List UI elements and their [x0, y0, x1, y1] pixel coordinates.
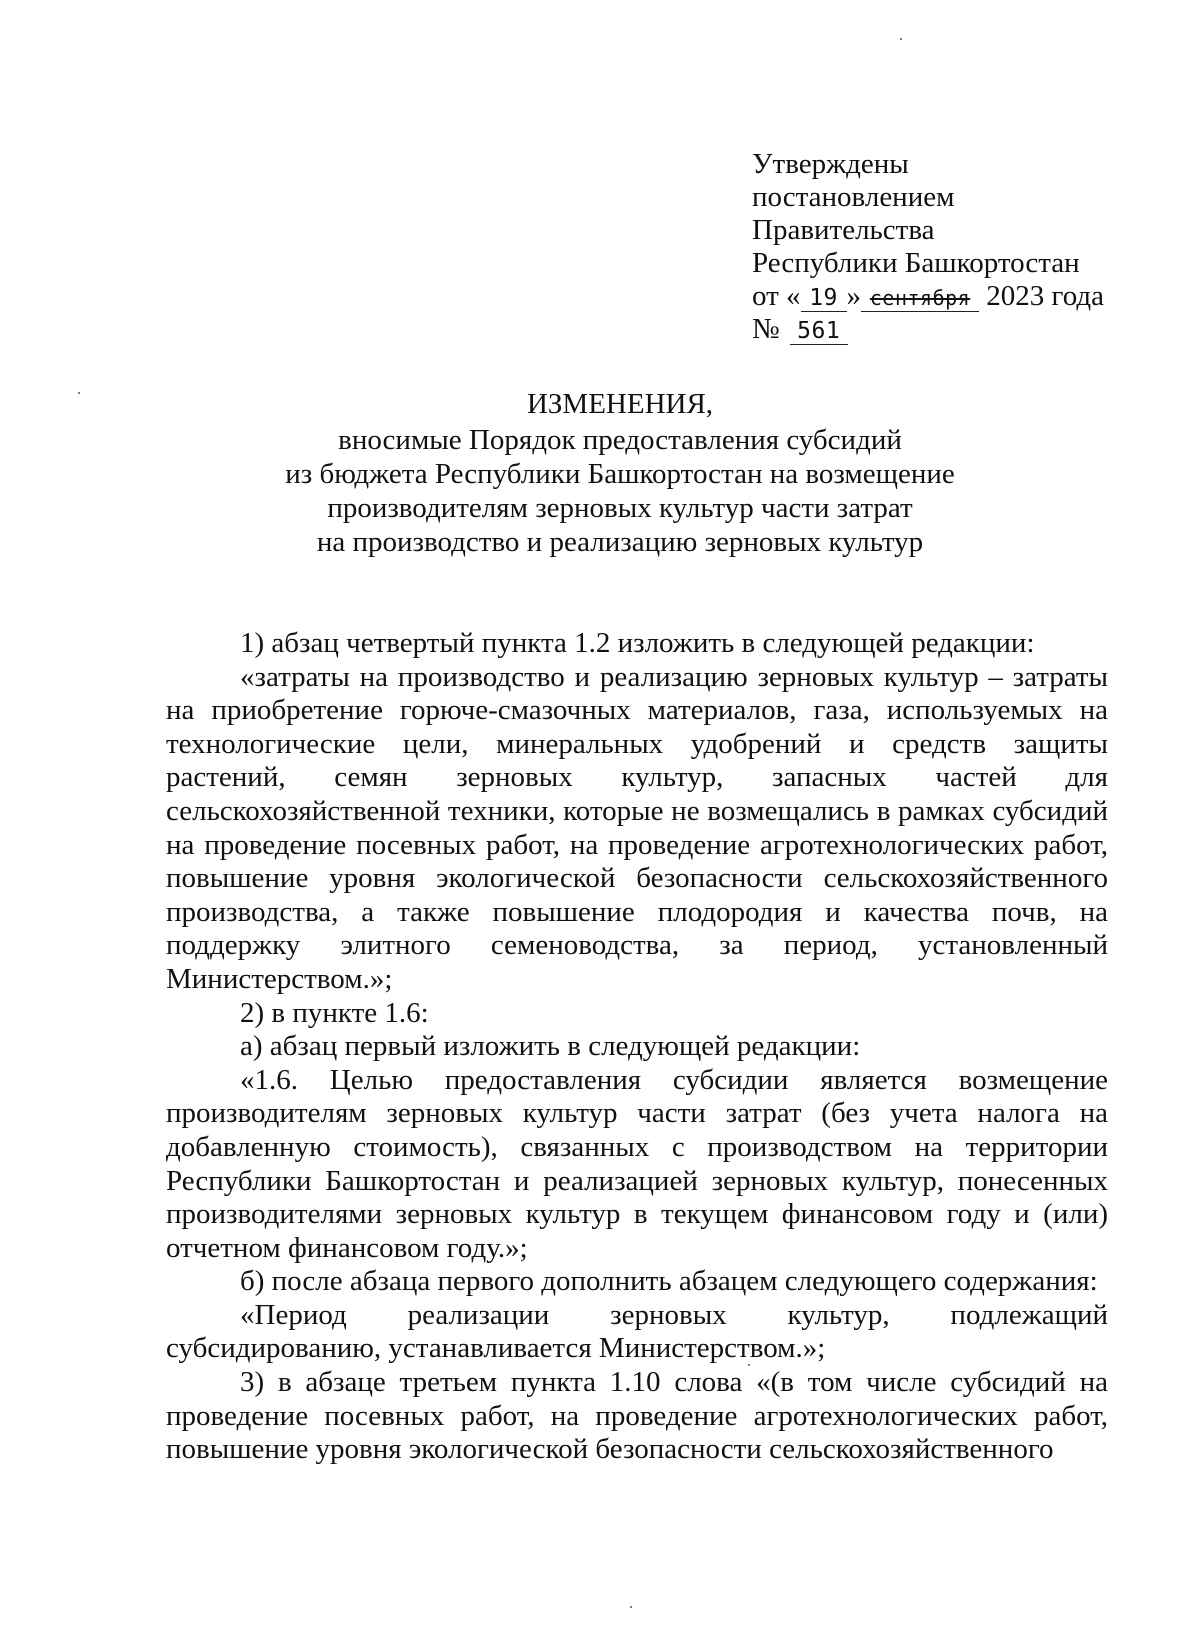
scan-speck — [900, 38, 902, 40]
scan-speck — [630, 1606, 632, 1608]
date-month: сентября — [861, 285, 979, 312]
title-line-2: из бюджета Республики Башкортостан на возмещение — [285, 458, 955, 490]
title-line-1: вносимые Порядок предоставления субсидий — [338, 424, 902, 456]
date-year: 2023 года — [986, 280, 1105, 312]
title-heading: ИЗМЕНЕНИЯ, — [526, 388, 714, 420]
approval-line-2: постановлением — [752, 181, 955, 213]
scan-speck — [78, 392, 80, 394]
paragraph-6: б) после абзаца первого дополнить абзацем следующего содержания: — [240, 1265, 1098, 1298]
approval-line-1: Утверждены — [752, 148, 909, 180]
date-prefix: от « — [752, 280, 801, 312]
paragraph-3: 2) в пункте 1.6: — [240, 996, 429, 1029]
document-title — [160, 387, 1080, 559]
paragraph-2: «затраты на производство и реализацию зерновых культур – затраты на приобретение горюче-смазочных материалов, газа, используемых на технологические цели, минеральных удобрений и средств защиты растений, семян зерновых культур, запасных частей для сельскохозяйственной техники, которые не возмещались в рамках субсидий на проведение посевных работ, на проведение агротехнологических работ, повышение уровня экологической безопасности сельскохозяйственного производства, а также повышение плодородия и качества почв, на поддержку элитного семеноводства, за период, установленный Министерством.»; — [166, 660, 1108, 995]
number-label: № — [752, 313, 780, 345]
approval-date — [752, 280, 1112, 313]
paragraph-5: «1.6. Целью предоставления субсидии является возмещение производителям зерновых культур части затрат (без учета налога на добавленную стоимость), связанных с производством на территории Республики Башкортостан и реализацией зерновых культур, понесенных производителями зерновых культур в текущем финансовом году и (или) отчетном финансовом году.»; — [166, 1063, 1108, 1264]
approval-number — [752, 313, 1112, 346]
scan-speck — [748, 1364, 750, 1366]
number-value: 561 — [790, 318, 848, 345]
approval-line-3: Правительства — [752, 214, 935, 246]
date-day: 19 — [801, 285, 847, 312]
title-line-4: на производство и реализацию зерновых культур — [316, 526, 924, 558]
title-line-3: производителям зерновых культур части затрат — [327, 492, 913, 524]
approval-stamp — [752, 148, 1112, 346]
approval-line-4: Республики Башкортостан — [752, 247, 1080, 279]
paragraph-4: а) абзац первый изложить в следующей редакции: — [240, 1030, 861, 1063]
paragraph-8: 3) в абзаце третьем пункта 1.10 слова «(в том числе субсидий на проведение посевных работ, на проведение агротехнологических работ, повышение уровня экологической безопасности сельскохозяйственного — [166, 1366, 1108, 1466]
paragraph-7: «Период реализации зерновых культур, подлежащий субсидированию, устанавливается Министерством.»; — [166, 1298, 1108, 1365]
document-body — [166, 627, 1108, 1467]
date-mid: » — [846, 280, 862, 312]
paragraph-1: 1) абзац четвертый пункта 1.2 изложить в следующей редакции: — [240, 627, 1035, 659]
